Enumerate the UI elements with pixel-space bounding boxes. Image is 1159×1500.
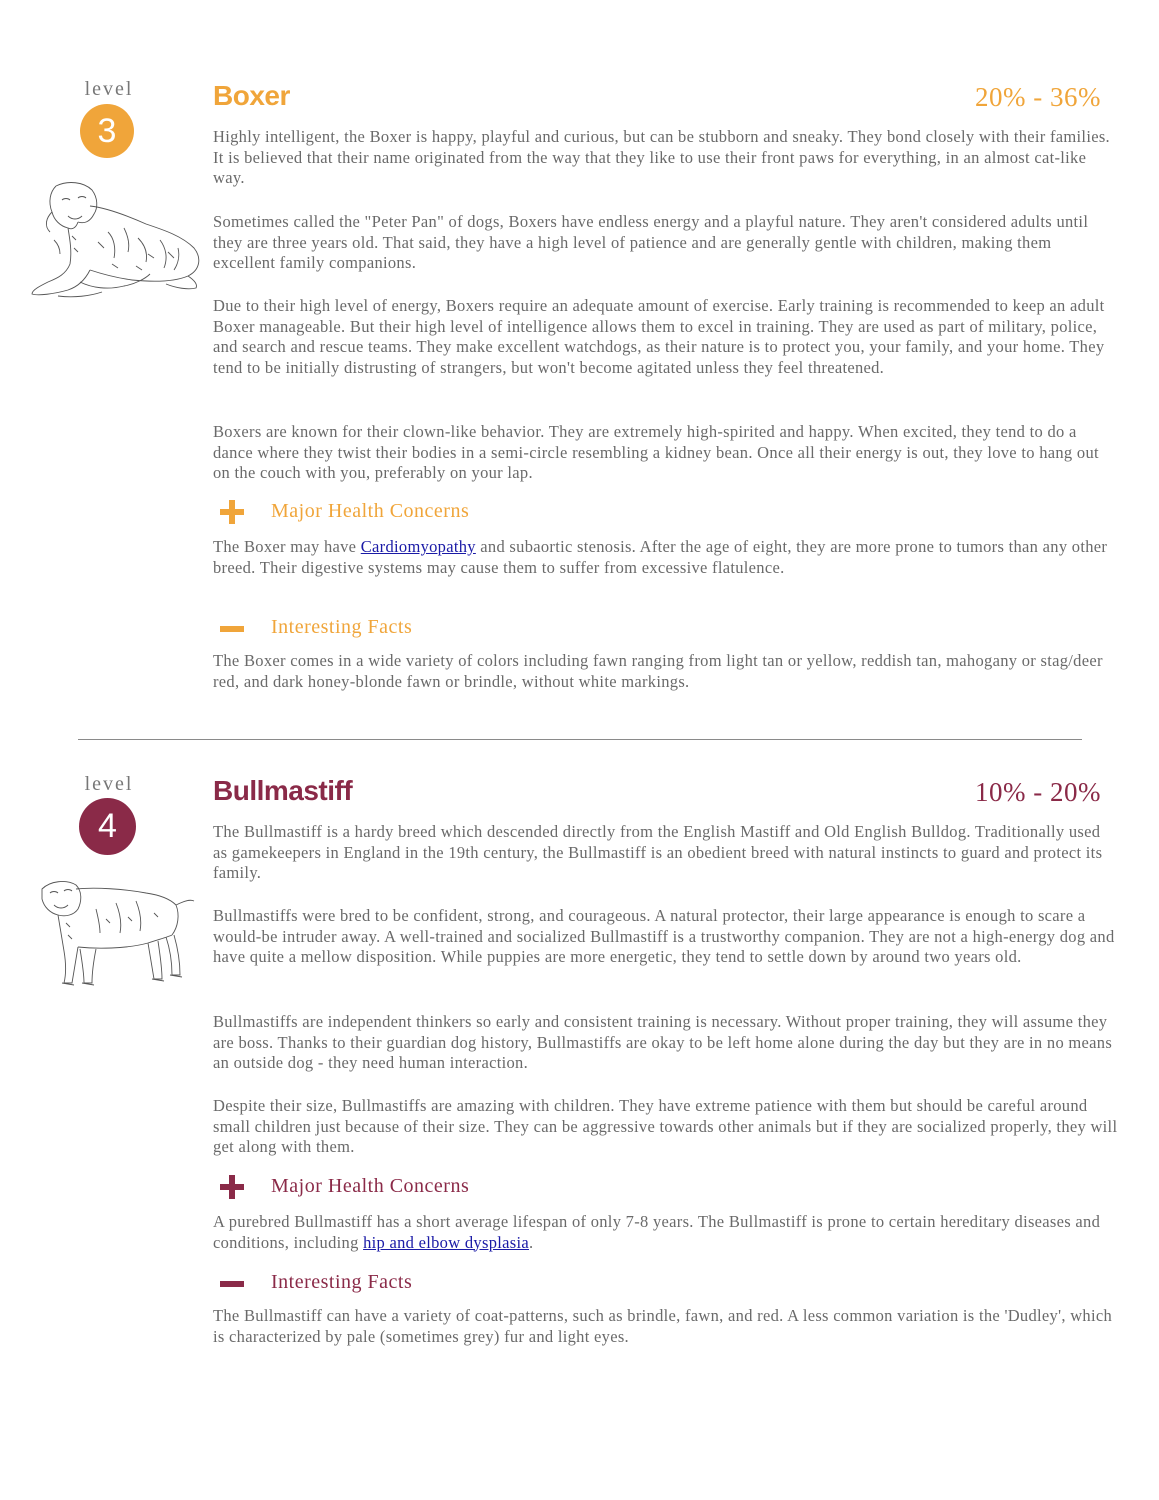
boxer-sketch-icon [28,178,206,300]
breed-title: Boxer [213,80,290,111]
bullmastiff-sketch-icon [36,879,196,989]
level-badge: 3 [80,104,134,158]
section-title: Major Health Concerns [271,500,470,522]
paragraph: Due to their high level of energy, Boxers require an adequate amount of exercise. Early training is recommended to keep an adult Boxer manageable. But their high level of intelligence allows them to excel in training. They are used as part of military, police, and search and rescue teams. They make excellent watchdogs, as their nature is to protect you, your family, and your home. They tend to be initially distrusting of strangers, but won't become agitated unless they feel threatened. [213,296,1105,377]
text: The Boxer may have [213,537,361,556]
divider [78,739,1082,740]
plus-icon [219,499,245,525]
percent-range: 20% - 36% [975,82,1101,112]
interesting-facts-header [213,1268,713,1298]
paragraph: Despite their size, Bullmastiffs are amazing with children. They have extreme patience with them but should be careful around small children just because of their size. They can be aggressive towards other animals but if they are socialized properly, they will get along with them. [213,1096,1118,1156]
section-title: Interesting Facts [271,616,413,638]
hip-and-elbow-dysplasia-link[interactable]: hip and elbow dysplasia [363,1232,529,1252]
text: . [528,1232,534,1252]
paragraph: Bullmastiffs were bred to be confident, strong, and courageous. A natural protector, their large appearance is enough to scare a would-be intruder away. A well-trained and socialized Bullmastiff is a trustworthy companion. They are not a high-energy dog and have quite a mellow disposition. While puppies are more energetic, they tend to settle down by around two years old. [213,906,1115,966]
level-label: level [84,78,134,100]
paragraph: The Bullmastiff is a hardy breed which descended directly from the English Mastiff and Old English Bulldog. Traditionally used as gamekeepers in England in the 19th century, the Bullmastiff is an obedient breed with natural instincts to guard and protect its family. [213,822,1103,882]
interesting-facts-header [213,613,713,643]
level-label: level [84,773,134,795]
section-title: Major Health Concerns [271,1175,470,1197]
health-concerns-text [213,1212,1118,1253]
text: and subaortic stenosis. After the age of eight, they are more prone to tumors than any other breed. Their digestive systems may cause them to suffer from excessive flatulence. [213,537,1108,577]
percent-range: 10% - 20% [975,777,1101,807]
minus-icon [219,1270,245,1296]
breed-title: Bullmastiff [213,775,353,806]
section-title: Interesting Facts [271,1271,413,1293]
paragraph: Highly intelligent, the Boxer is happy, playful and curious, but can be stubborn and sneaky. They bond closely with their families. It is believed that their name originated from the way that they like to use their front paws for everything, in an almost cat-like way. [213,127,1110,187]
text: A purebred Bullmastiff has a short average lifespan of only 7-8 years. The Bullmastiff is prone to certain hereditary diseases and conditions, including [213,1212,1101,1252]
plus-icon [219,1174,245,1200]
health-concerns-header [213,497,713,527]
cardiomyopathy-link[interactable]: Cardiomyopathy [360,537,476,556]
paragraph: Bullmastiffs are independent thinkers so early and consistent training is necessary. Without proper training, they will assume they are boss. Thanks to their guardian dog history, Bullmastiffs are okay to be left home alone during the day but they are in no means an outside dog - they need human interaction. [213,1012,1113,1072]
paragraph: Boxers are known for their clown-like behavior. They are extremely high-spirited and happy. When excited, they tend to do a dance where they twist their bodies in a semi-circle resembling a kidney bean. Once all their energy is out, they love to hang out on the couch with you, preferably on your lap. [213,422,1099,482]
interesting-facts-text: The Bullmastiff can have a variety of coat-patterns, such as brindle, fawn, and red. A less common variation is the 'Dudley', which is characterized by pale (sometimes grey) fur and light eyes. [213,1306,1113,1346]
level-badge: 4 [79,798,136,855]
health-concerns-header [213,1172,713,1202]
minus-icon [219,615,245,641]
interesting-facts-text: The Boxer comes in a wide variety of colors including fawn ranging from light tan or yellow, reddish tan, mahogany or stag/deer red, and dark honey-blonde fawn or brindle, without white markings. [213,651,1103,691]
health-concerns-text [213,537,1118,578]
paragraph: Sometimes called the "Peter Pan" of dogs, Boxers have endless energy and a playful nature. They aren't considered adults until they are three years old. That said, they have a high level of patience and are generally gentle with children, making them excellent family companions. [213,212,1089,272]
